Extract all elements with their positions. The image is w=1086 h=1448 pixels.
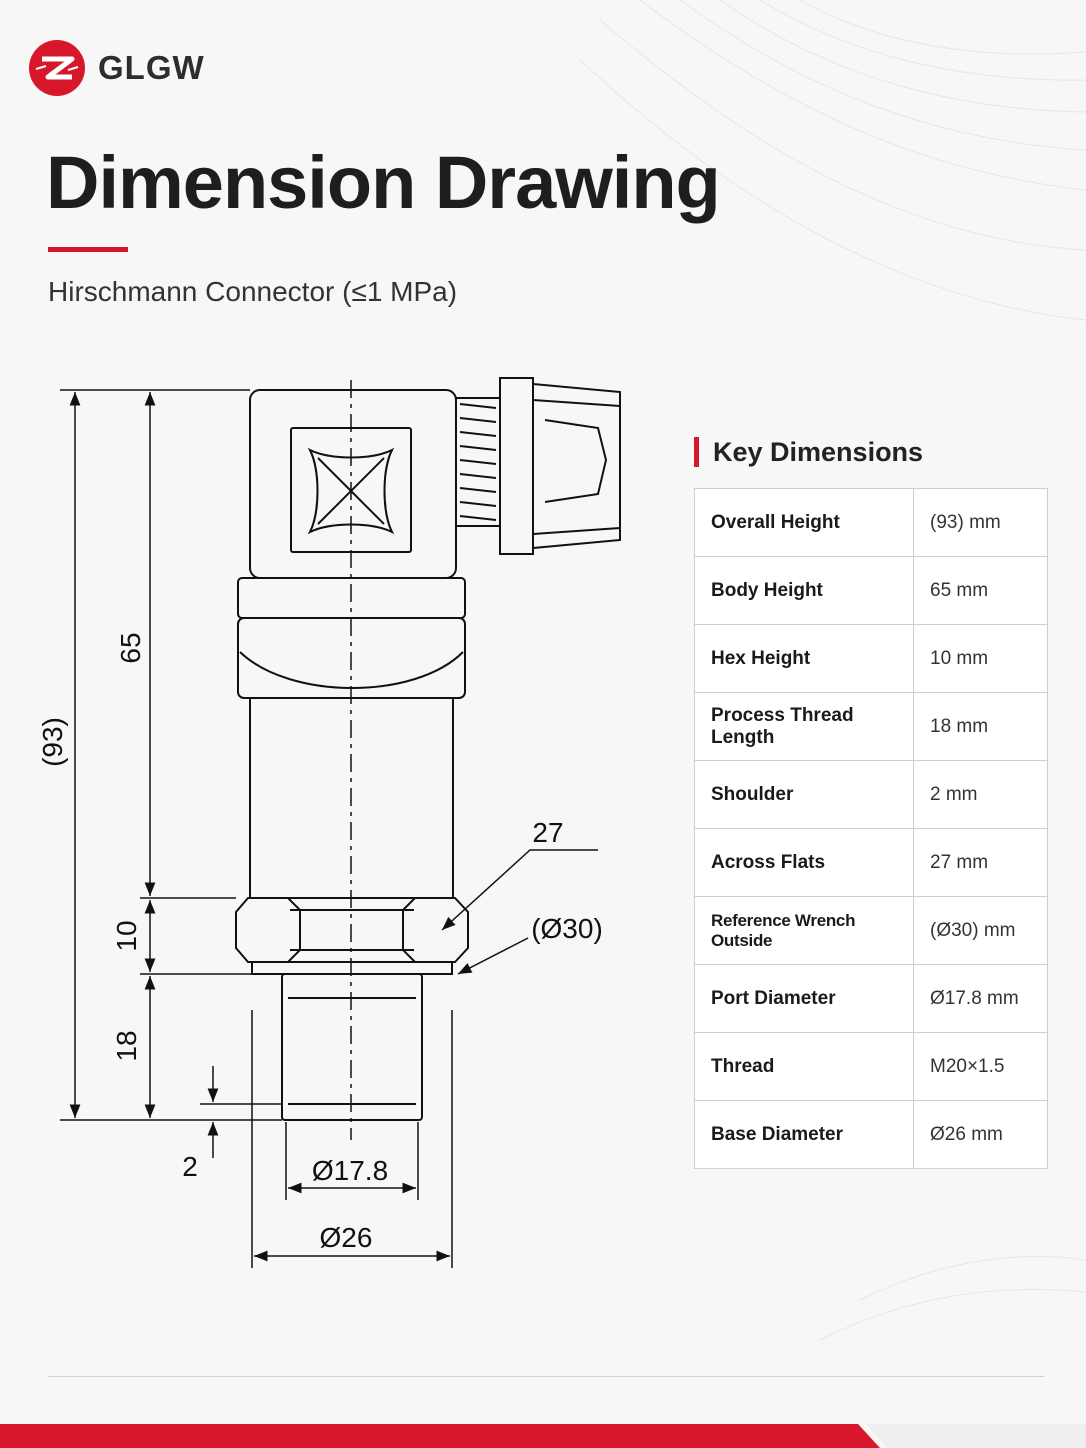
footer-accent-bar: [0, 1424, 1086, 1448]
page-subtitle: Hirschmann Connector (≤1 MPa): [48, 276, 458, 307]
row-label: Overall Height: [695, 489, 914, 557]
row-value: 2 mm: [914, 761, 1048, 829]
table-row: [695, 557, 1048, 625]
label-wrench-outside: (Ø30): [531, 913, 603, 944]
label-hex-height: 10: [111, 920, 142, 952]
label-port-diameter: Ø17.8: [311, 1155, 389, 1186]
table-row: [695, 761, 1048, 829]
brand-logo: [28, 38, 205, 98]
table-row: [695, 829, 1048, 897]
label-shoulder: 2: [182, 1151, 198, 1182]
row-value: 10 mm: [914, 625, 1048, 693]
table-row: [695, 965, 1048, 1033]
panel-header: [694, 432, 1048, 472]
row-value: 65 mm: [914, 557, 1048, 625]
row-label: Shoulder: [695, 761, 914, 829]
row-label: Body Height: [695, 557, 914, 625]
row-label: Hex Height: [695, 625, 914, 693]
row-value: M20×1.5: [914, 1033, 1048, 1101]
page-title: Dimension Drawing: [46, 141, 720, 224]
panel-title: Key Dimensions: [713, 436, 924, 467]
row-value: (Ø30) mm: [914, 897, 1048, 965]
table-row: [695, 693, 1048, 761]
row-label: Thread: [695, 1033, 914, 1101]
table-row: [695, 1033, 1048, 1101]
footer-divider: [48, 1376, 1044, 1377]
row-value: (93) mm: [914, 489, 1048, 557]
row-label: Across Flats: [695, 829, 914, 897]
sensor-outline: [236, 378, 620, 1120]
title-underline: [48, 247, 128, 252]
row-label: Base Diameter: [695, 1101, 914, 1169]
label-base-diameter: Ø26: [319, 1222, 373, 1253]
table-row: [695, 897, 1048, 965]
row-label: Process Thread Length: [695, 693, 914, 761]
key-dimensions-panel: [694, 432, 1048, 1145]
label-thread-length: 18: [111, 1030, 142, 1062]
row-value: Ø26 mm: [914, 1101, 1048, 1169]
table-row: [695, 625, 1048, 693]
brand-name: GLGW: [98, 49, 205, 86]
label-overall-height: (93): [37, 717, 68, 767]
dimension-lines: [60, 390, 598, 1268]
label-body-height: 65: [115, 632, 146, 664]
panel-accent-bar: [694, 437, 699, 467]
key-dimensions-table: [694, 488, 1048, 1169]
table-row: [695, 1101, 1048, 1169]
row-value: 18 mm: [914, 693, 1048, 761]
logo-icon: [28, 39, 86, 97]
row-label: Reference Wrench Outside: [695, 897, 914, 965]
label-across-flats: 27: [532, 817, 564, 848]
dimension-drawing: [0, 360, 660, 1290]
table-row: [695, 489, 1048, 557]
row-label: Port Diameter: [695, 965, 914, 1033]
row-value: 27 mm: [914, 829, 1048, 897]
row-value: Ø17.8 mm: [914, 965, 1048, 1033]
